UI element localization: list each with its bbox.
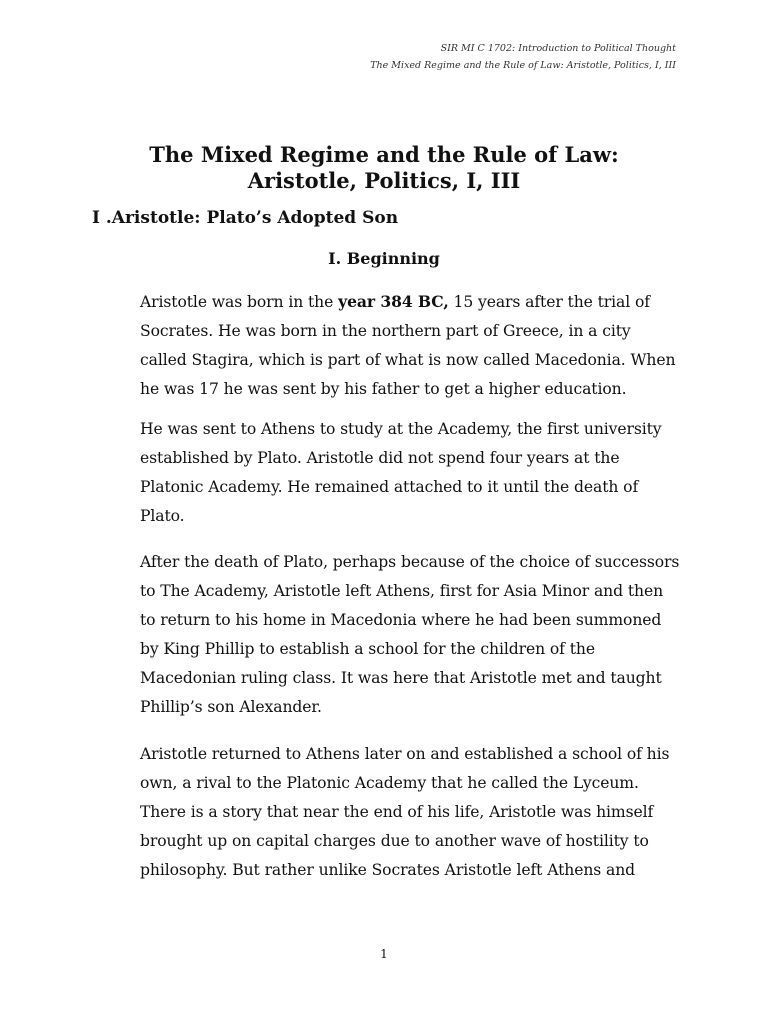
birth-year-emphasis: year 384 BC, xyxy=(338,292,449,311)
paragraph-lyceum: Aristotle returned to Athens later on and established a school of his own, a rival to the Platonic Academy that he called the Lyceum. There is a story that near the end of his life, Aristotle was himself brought up on capital charges due to another wave of hostility to philosophy. But rather unlike Socrates Aristotle left Athens and xyxy=(140,745,670,879)
paragraph-academy: He was sent to Athens to study at the Academy, the first university established by Plato. Aristotle did not spend four years at the Platonic Academy. He remained attached to it until the death of Plato. xyxy=(140,420,662,525)
paragraph-macedonia: After the death of Plato, perhaps because of the choice of successors to The Academy, Aristotle left Athens, first for Asia Minor and then to return to his home in Macedonia where he had been summoned by King Phillip to establish a school for the children of the Macedonian ruling class. It was here that Aristotle met and taught Phillip’s son Alexander. xyxy=(140,553,680,716)
paragraph-birth xyxy=(140,287,680,404)
section-heading: I .Aristotle: Plato’s Adopted Son xyxy=(92,208,399,228)
paragraph-birth-text-end: 15 years after the trial of Socrates. He was born in the northern part of Greece, in a city called Stagira, which is part of what is now called Macedonia. When he was 17 he was sent by his father to get a higher education. xyxy=(140,293,676,398)
paragraph-birth-text-start: Aristotle was born in the xyxy=(140,293,339,311)
document-title xyxy=(0,142,768,194)
running-header-course: SIR MI C 1702: Introduction to Political Thought xyxy=(440,43,676,54)
running-header-topic: The Mixed Regime and the Rule of Law: Aristotle, Politics, I, III xyxy=(370,60,676,71)
document-title-line-1: The Mixed Regime and the Rule of Law: xyxy=(149,142,619,167)
running-header xyxy=(370,40,676,74)
sub-heading: I. Beginning xyxy=(328,249,440,268)
document-title-line-2: Aristotle, Politics, I, III xyxy=(247,168,521,193)
page-number: 1 xyxy=(380,947,388,961)
